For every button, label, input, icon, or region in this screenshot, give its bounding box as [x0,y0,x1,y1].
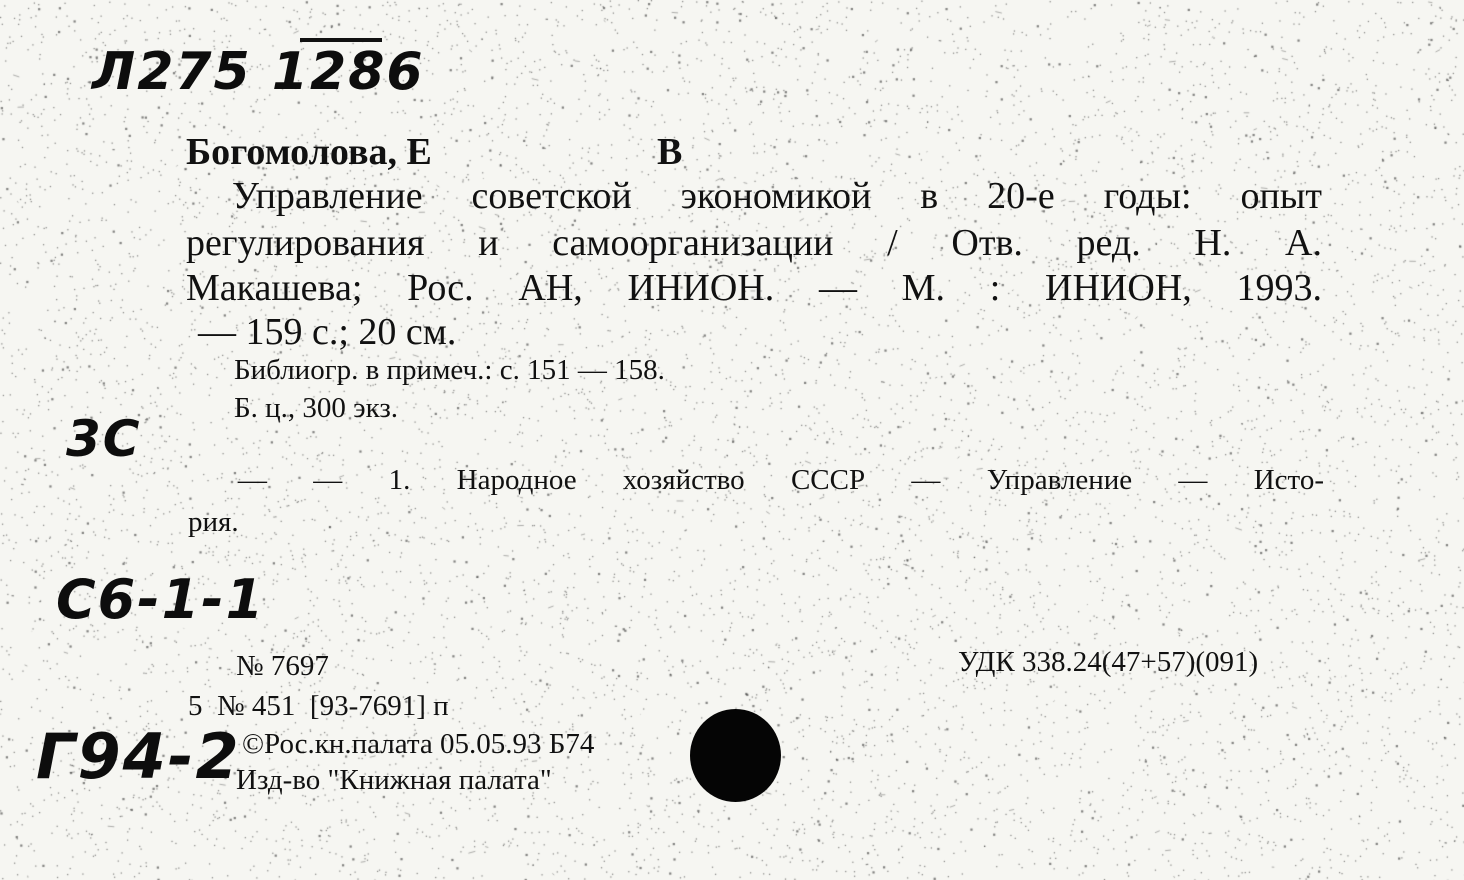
note-price-copies: Б. ц., 300 экз. [234,392,399,424]
subject-line-1: — — 1. Народное хозяйство СССР — Управление — Исто- [238,464,1324,496]
record-number: № 7697 [236,650,329,682]
handwritten-class-code: С6-1-1 [56,568,266,631]
subject-line-2: рия. [188,506,239,538]
title-line-1: Управление советской экономикой в 20-е годы: опыт [232,175,1322,217]
note-bibliography: Библиогр. в примеч.: с. 151 — 158. [234,354,665,386]
punch-hole [690,709,781,802]
udc-code: УДК 338.24(47+57)(091) [958,646,1259,678]
shelf-mark-overline [300,38,382,42]
author-surname: Богомолова, Е [186,131,432,173]
title-line-3: Макашева; Рос. АН, ИНИОН. — М. : ИНИОН, 1993. [186,267,1322,309]
handwritten-index-code: Г94-2 [36,720,241,793]
publisher-mark: ©Рос.кн.палата 05.05.93 Б74 [242,728,595,760]
title-line-2: регулирования и самоорганизации / Отв. ред. Н. А. [186,222,1322,264]
author-initial: В [657,131,683,173]
title-line-4: — 159 с.; 20 см. [198,311,457,353]
publisher-name: Изд-во "Книжная палата" [236,764,552,796]
registration-line: 5 № 451 [93-7691] п [188,690,449,722]
handwritten-section-code: 3С [66,410,142,468]
handwritten-shelf-mark: Л275 1286 [92,42,425,102]
